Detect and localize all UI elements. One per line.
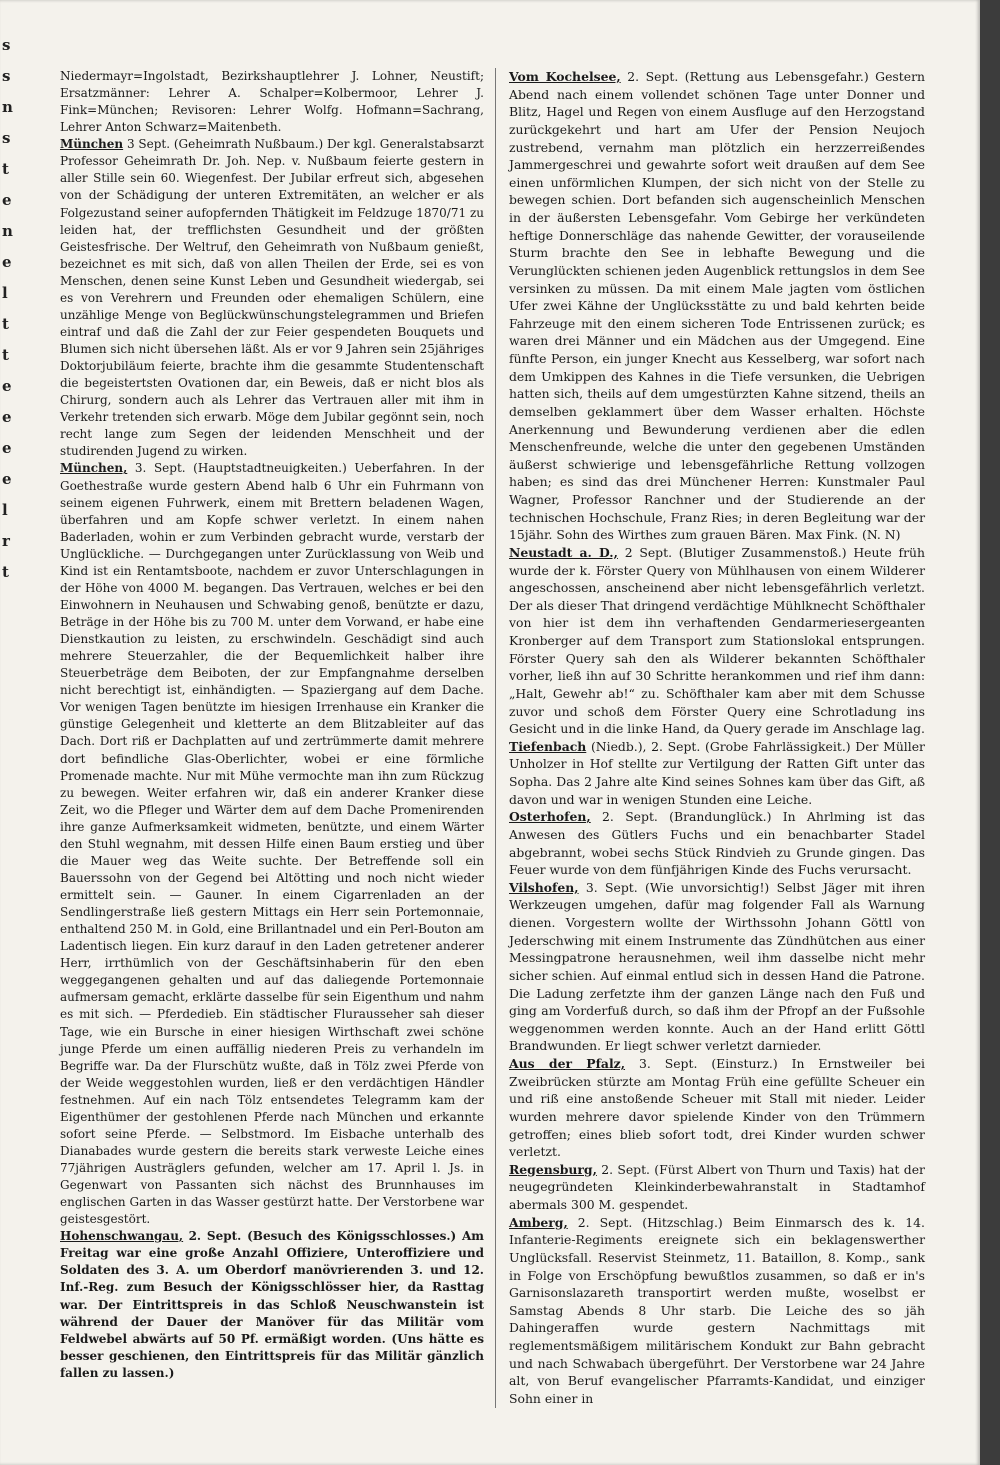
- edge-fragment: s: [2, 36, 11, 54]
- article-pfalz: [509, 1055, 925, 1161]
- article-neustadt: [509, 544, 925, 738]
- edge-fragment: s: [2, 129, 11, 147]
- edge-fragment: n: [2, 98, 13, 116]
- right-column: [509, 68, 925, 1408]
- previous-page-edge-fragments: [0, 30, 24, 590]
- article-location: Aus der Pfalz,: [509, 1056, 626, 1071]
- edge-fragment: t: [2, 346, 9, 364]
- article-location: Amberg,: [509, 1214, 568, 1230]
- article-body: 2. Sept. (Fürst Albert von Thurn und Taxis) hat der neugegründeten Kleinkinderbewahranstalt in Stadtamhof abermals 300 M. gespendet.: [509, 1161, 925, 1212]
- article-regensburg: [509, 1161, 925, 1214]
- article-body: 2. Sept. (Rettung aus Lebensgefahr.) Gestern Abend nach einem vollendet schönen Tage unter Donner und Blitz, Hagel und Regen von einem Ausfluge auf den Herzogstand zurückgekehrt und hart am Ufer der Pension Neujoch zustrebend, vernahm man plötzlich ein herzzerreißendes Jammergeschrei und gewahrte sofort weit draußen auf dem See einen unförmlichen Klumpen, der sich nicht von der Stelle zu bewegen schien. Dort befanden sich augenscheinlich Menschen in der äußersten Lebensgefahr. Vom Gebirge her verkündeten heftige Donnerschläge das nahende Gewitter, der vorauseilende Sturm brachte den See in lebhafte Bewegung und die Verunglückten schienen jeden Augenblick rettungslos in dem See versinken zu müssen. Da mit einem Male jagten vom östlichen Ufer zwei Kähne der Unglücksstätte zu und bald kehrten beide Fahrzeuge mit den einem sicheren Tode Entrissenen zurück; es waren drei Männer und ein Mädchen aus der Umgegend. Eine fünfte Person, ein junger Knecht aus Kesselberg, war sofort nach dem Umkippen des Kahnes in die Tiefe versunken, die Uebrigen hatten sich, theils auf dem umgestürzten Kahne sitzend, theils an demselben geklammert über dem Wasser erhalten. Höchste Anerkennung und Bewunderung verdienen aber die edlen Menschenfreunde, welche die unter den gegebenen Umständen äußerst schwierige und lebensgefährliche Rettung vollzogen haben; es sind das drei Münchener Herren: Kunstmaler Paul Wagner, Professor Ranchner und der Studierende an der technischen Hochschule, Franz Ries; in deren Begleitung war der 15jähr. Sohn des Wirthes zum grauen Bären. Max Fink. (N. N): [509, 69, 925, 543]
- article-muenchen-geheimrath: [60, 136, 484, 460]
- article-tiefenbach: [509, 738, 925, 809]
- article-location: Neustadt a. D.,: [509, 544, 618, 560]
- edge-fragment: s: [2, 67, 11, 85]
- article-location: Hohenschwangau,: [60, 1229, 184, 1244]
- article-body: 2. Sept. (Brandunglück.) In Ahrlming ist das Anwesen des Gütlers Fuchs und ein benachbarter Stadel abgebrannt, wobei sechs Stück Rindvieh zu Grunde gingen. Das Feuer wurde von dem fünfjährigen Kinde des Fuchs verursacht.: [509, 809, 925, 878]
- edge-fragment: t: [2, 315, 9, 333]
- article-location: München,: [60, 461, 128, 476]
- edge-fragment: e: [2, 253, 12, 271]
- edge-fragment: l: [2, 284, 8, 302]
- article-location: München: [60, 137, 124, 152]
- edge-fragment: t: [2, 160, 9, 178]
- article-body: 3. Sept. (Wie unvorsichtig!) Selbst Jäger mit ihren Werkzeugen umgehen, dafür mag folgender Fall als Warnung dienen. Vorgestern wollte der Wirthssohn Johann Göttl von Jederschwing mit einem Instrumente das Zündhütchen aus einer Messingpatrone herausnehmen, weil ihm dasselbe nicht mehr sicher schien. Auf einmal entlud sich in dessen Hand die Patrone. Die Ladung zerfetzte ihm der ganzen Länge nach den Fuß und ging am Vorderfuß durch, so daß ihm der Pfropf an der Fußsohle weggenommen werden konnte. Auch an der Hand erlitt Göttl Brandwunden. Er liegt schwer verletzt darnieder.: [509, 879, 925, 1054]
- edge-fragment: n: [2, 222, 13, 240]
- scan-border: [980, 0, 1000, 1465]
- edge-fragment: e: [2, 191, 12, 209]
- edge-fragment: t: [2, 563, 9, 581]
- article-body: 3. Sept. (Hauptstadtneuigkeiten.) Ueberfahren. In der Goethestraße wurde gestern Abend halb 6 Uhr ein Fuhrmann von seinem eigenen Fuhrwerk, einem mit Brettern beladenen Wagen, überfahren und am Kopfe schwer verletzt. In einem nahen Baderladen, wohin er zum Verbinden gebracht wurde, verstarb der Unglückliche. — Durchgegangen unter Zurücklassung von Weib und Kind ist ein Rentamtsboote, nachdem er zuvor Unterschlagungen in der Höhe von 4000 M. begangen. Das Vertrauen, welches er bei den Einwohnern in Neuhausen und Schwabing genoß, benützte er dazu, Beträge in der Höhe bis zu 700 M. unter dem Vorwand, er habe eine Dienstkaution zu leisten, zu erschwindeln. Geschädigt sind auch mehrere Steuerzahler, die der Bequemlichkeit halber ihre Steuerbeträge dem Beiboten, der zur Empfangnahme derselben nicht berechtigt ist, einhändigten. — Spaziergang auf dem Dache. Vor wenigen Tagen benützte im hiesigen Irrenhause ein Kranker die günstige Gelegenheit und kletterte an dem Blitzableiter auf das Dach. Dort riß er Dachplatten auf und zertrümmerte damit mehrere dort befindliche Glas-Oberlichter, wobei er eine förmliche Promenade machte. Nur mit Mühe vermochte man ihn zum Rückzug zu bewegen. Weiter erfahren wir, daß ein anderer Kranker diese Zeit, wo die Pfleger und Wärter dem auf dem Dache Promenirenden ihre ganze Aufmerksamkeit widmeten, benützte, und einem Wärter den Stuhl wegnahm, mit dessen Hilfe einen Baum erstieg und über die Mauer weg das Weite suchte. Der Betreffende soll ein Bauerssohn von der Gegend bei Altötting und noch nicht wieder ermittelt sein. — Gauner. In einem Cigarrenladen an der Sendlingerstraße ließ gestern Mittags ein Herr sein Portemonnaie, enthaltend 250 M. in Gold, eine Brillantnadel und ein Perl-Bouton am Ladentisch liegen. Ein kurz darauf in den Laden getretener anderer Herr, irrthümlich von der Geschäftsinhaberin für den eben weggegangenen gehalten und auf das daliegende Portemonnaie aufmersam gemacht, erklärte dasselbe für sein Eigenthum und nahm es mit sich. — Pferdedieb. Ein städtischer Flurausseher sah dieser Tage, wie ein Bursche in einer hiesigen Wirthschaft zwei schöne junge Pferde um einen auffällig niederen Preis zu verhandeln im Begriffe war. Da der Flurschütz wußte, daß in Tölz zwei Pferde von der Weide weggestohlen wurden, ließ er den verdächtigen Händler festnehmen. Auf ein nach Tölz entsendetes Telegramm kam der Eigenthümer der gestohlenen Pferde nach München und erkannte sofort seine Pferde. — Selbstmord. Im Eisbache unterhalb des Dianabades wurde gestern die bereits stark verweste Leiche eines 77jährigen Austräglers gefunden, welcher am 17. April l. Js. in Gegenwart von Passanten sich nächst des Brunnhauses im englischen Garten in das Wasser gestürzt hatte. Der Verstorbene war geistesgestört.: [60, 461, 484, 1227]
- article-body: Niedermayr=Ingolstadt, Bezirkshauptlehrer J. Lohner, Neustift; Ersatzmänner: Lehrer A. Schalper=Kolbermoor, Lehrer J. Fink=München; Revisoren: Lehrer Wolfg. Hofmann=Sachrang, Lehrer Anton Schwarz=Maitenbeth.: [60, 69, 484, 135]
- article-body: (Niedb.), 2. Sept. (Grobe Fahrlässigkeit.) Der Müller Unholzer in Hof stellte zur Vertilgung der Ratten Gift unter das Sopha. Das 2 Jahre alte Kind seines Sohnes kam über das Gift, aß davon und war in wenigen Stunden eine Leiche.: [509, 738, 925, 807]
- article-osterhofen: [509, 808, 925, 879]
- left-column: [60, 68, 484, 1382]
- edge-fragment: e: [2, 470, 12, 488]
- article-vilshofen: [509, 879, 925, 1055]
- edge-fragment: e: [2, 377, 12, 395]
- column-divider: [495, 68, 496, 1408]
- article-location: Tiefenbach: [509, 738, 587, 754]
- article-kochelsee: [509, 68, 925, 544]
- article-body: 2 Sept. (Blutiger Zusammenstoß.) Heute früh wurde der k. Förster Query von Mühlhausen von einem Wilderer angeschossen, anscheinend aber nicht lebensgefährlich verletzt. Der als dieser That dringend verdächtige Mühlknecht Schöfthaler von hier ist dem ihn verhaftenden Gendarmeriesergeanten Kronberger auf dem Transport zum Stationslokal entsprungen. Förster Query sah den als Wilderer bekannten Schöfthaler vorher, ließ ihn auf 30 Schritte herankommen und rief ihm dann: „Halt, Gewehr ab!“ zu. Schöfthaler kam aber mit dem Schusse zuvor und schoß dem Förster Query eine Schrotladung ins Gesicht und in die linke Hand, da Query gerade im Anschlage lag.: [509, 544, 925, 737]
- article-body: 3 Sept. (Geheimrath Nußbaum.) Der kgl. Generalstabsarzt Professor Geheimrath Dr. Joh. Nep. v. Nußbaum feierte gestern in aller Stille sein 60. Wiegenfest. Der Jubilar erfreut sich, abgesehen von der Schädigung der unteren Extremitäten, an welcher er als Folgezustand seiner aufopfernden Thätigkeit im Feldzuge 1870/71 zu leiden hat, der trefflichsten Gesundheit und der größten Geistesfrische. Der Weltruf, den Geheimrath von Nußbaum genießt, bezeichnet es mit sich, daß von allen Theilen der Erde, sei es von Menschen, denen seine Kunst Leben und Gesundheit wiedergab, sei es von Verehrern und Freunden oder ehemaligen Schülern, eine unzählige Menge von Beglückwünschungstelegrammen und Briefen eintraf und daß die Zahl der zur Feier gespendeten Bouquets und Blumen sich nicht übersehen läßt. Als er vor 9 Jahren sein 25jähriges Doktorjubiläum feierte, brachte ihm die gesammte Studentenschaft die begeistertsten Ovationen dar, ein Beweis, daß er nicht blos als Chirurg, sondern auch als Lehrer das Vertrauen aller mit ihm in Verkehr tretenden sich erwarb. Möge dem Jubilar gegönnt sein, noch recht lange zum Segen der leidenden Menschheit und der studirenden Jugend zu wirken.: [60, 137, 484, 459]
- article-intro: [60, 68, 484, 136]
- article-location: Osterhofen,: [509, 809, 591, 825]
- edge-fragment: e: [2, 439, 12, 457]
- article-location: Vilshofen,: [509, 879, 579, 895]
- article-body: 2. Sept. (Besuch des Königsschlosses.) Am Freitag war eine große Anzahl Offiziere, Unteroffiziere und Soldaten des 3. A. um Oberdorf manövrierenden 3. und 12. Inf.-Reg. zum Besuch der Königsschlösser hier, da Rasttag war. Der Eintrittspreis in das Schloß Neuschwanstein ist während der Dauer der Manöver für das Militär vom Feldwebel abwärts auf 50 Pf. ermäßigt worden. (Uns hätte es besser geschienen, den Eintrittspreis für das Militär gänzlich fallen zu lassen.): [60, 1229, 484, 1380]
- article-body: 3. Sept. (Einsturz.) In Ernstweiler bei Zweibrücken stürzte am Montag Früh eine gefüllte Scheuer ein und riß eine anstoßende Scheuer mit Stall mit nieder. Leider wurden mehrere davor spielende Kinder von den Trümmern getroffen; eines blieb sofort todt, drei Kinder wurden schwer verletzt.: [509, 1056, 925, 1160]
- edge-fragment: l: [2, 501, 8, 519]
- article-hohenschwangau: [60, 1228, 484, 1382]
- article-location: Vom Kochelsee,: [509, 69, 621, 84]
- article-amberg: [509, 1214, 925, 1408]
- article-muenchen-hauptstadt: [60, 460, 484, 1228]
- edge-fragment: e: [2, 408, 12, 426]
- article-body: 2. Sept. (Hitzschlag.) Beim Einmarsch des k. 14. Infanterie-Regiments ereignete sich ein beklagenswerther Unglücksfall. Reservist Steinmetz, 11. Bataillon, 8. Komp., sank in Folge von Erschöpfung bewußtlos zusammen, so daß er in's Garnisonslazareth transportirt werden mußte, woselbst er Samstag Abends 8 Uhr starb. Die Leiche des so jäh Dahingeraffen wurde gestern Nachmittags mit reglementsmäßigem militärischem Kondukt zur Bahn gebracht und nach Schwabach übergeführt. Der Verstorbene war 24 Jahre alt, von Beruf evangelischer Pfarramts-Kandidat, und einziger Sohn einer in: [509, 1214, 925, 1406]
- edge-fragment: r: [2, 532, 10, 550]
- article-location: Regensburg,: [509, 1161, 597, 1177]
